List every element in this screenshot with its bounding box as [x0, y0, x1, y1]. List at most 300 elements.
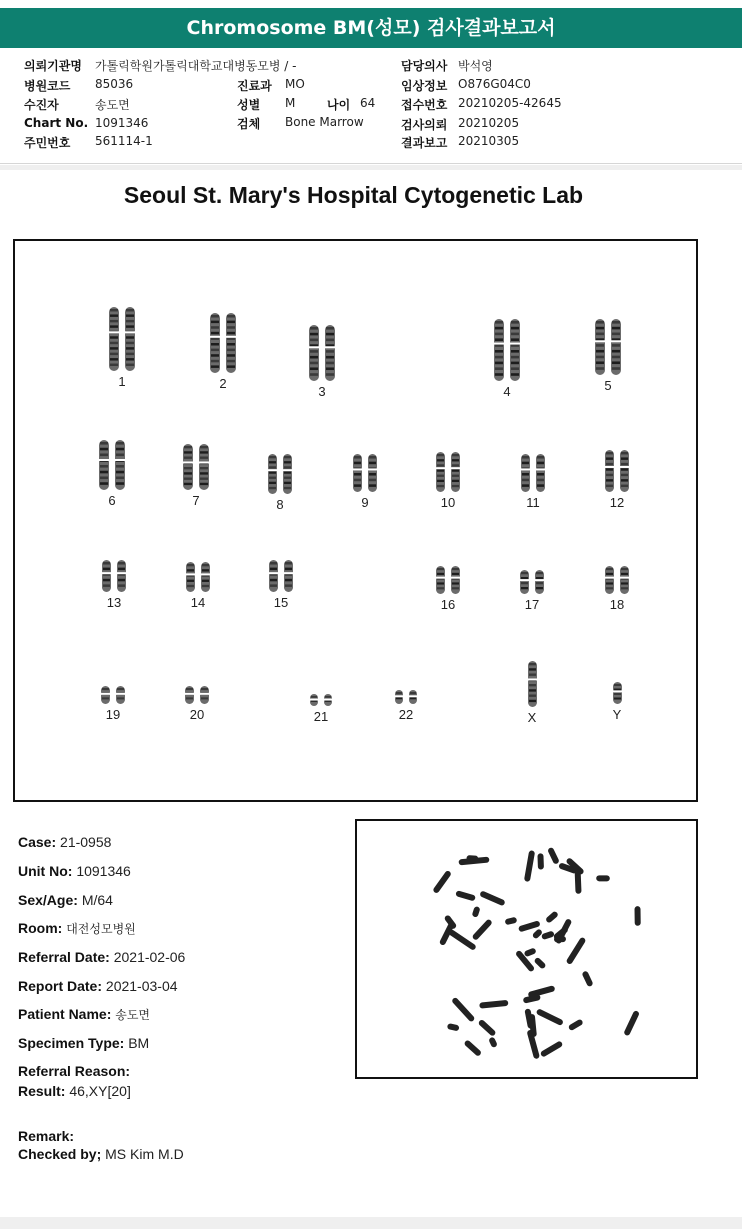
centromere [610, 340, 622, 342]
chromosome-band [606, 479, 613, 481]
chromosome-band [511, 367, 519, 370]
chromosome-band [100, 465, 108, 468]
chromosome-band [529, 689, 536, 691]
chromosome-label: 9 [361, 495, 369, 510]
chromosome-band [606, 587, 613, 589]
chromosome-band [284, 477, 291, 479]
checked-by-value: MS Kim M.D [105, 1146, 184, 1162]
chromosome-band [269, 466, 276, 468]
chromosome-band [437, 464, 444, 466]
chromosome-band [116, 448, 124, 451]
centromere [408, 695, 418, 697]
chromosome-band [326, 373, 334, 376]
chromatid [100, 686, 111, 704]
chromosome-band [126, 309, 134, 311]
chromosome-band [437, 485, 444, 487]
chromosome-band [200, 483, 208, 485]
chromosome-band [118, 568, 125, 571]
room-value: 대전성모병원 [66, 922, 136, 936]
chromatid [308, 325, 320, 381]
chromatid [450, 566, 461, 594]
chromosome-band [227, 326, 235, 329]
patient-label: 수진자 [24, 98, 59, 112]
report-title: Chromosome BM(성모) 검사결과보고서 [0, 8, 742, 48]
chromosome-band [310, 367, 318, 370]
centromere [534, 579, 545, 581]
chromosome-band [110, 325, 118, 327]
chromosome-band [369, 462, 376, 465]
chromosome-band [537, 479, 544, 482]
centromere [594, 340, 606, 342]
chromosome-band [537, 473, 544, 476]
metaphase-chromosome [466, 855, 478, 862]
chromosome-band [227, 321, 235, 324]
chromosome-label: 15 [273, 595, 289, 610]
chromosome-band [437, 459, 444, 461]
metaphase-chromosome [545, 910, 559, 923]
centromere [199, 693, 210, 695]
chromosome-band [310, 339, 318, 342]
chromosome-band [126, 353, 134, 355]
department-label: 진료과 [237, 79, 272, 93]
chromosome-band [354, 479, 361, 482]
hospital-code-value: 85036 [95, 77, 134, 91]
chromosome-pair-10 [434, 452, 462, 492]
chromatid-body [436, 566, 445, 594]
chromosome-band [200, 457, 208, 459]
chromosome-15 [251, 560, 311, 610]
chromosome-band [110, 358, 118, 360]
centromere [367, 468, 378, 470]
centromere [450, 577, 461, 579]
chromosome-band [495, 321, 503, 324]
chromosome-band [354, 473, 361, 476]
centromere [535, 468, 546, 470]
chromosome-band [118, 584, 125, 587]
chromatid [519, 570, 530, 594]
metaphase-chromosome [432, 870, 452, 894]
chromosome-band [511, 350, 519, 353]
centromere [124, 331, 136, 333]
chromosome-band [437, 573, 444, 575]
chromosome-band [452, 454, 459, 456]
chromosome-band [621, 452, 628, 454]
centromere [198, 461, 210, 463]
chromosome-band [596, 327, 604, 330]
chromosome-band [437, 475, 444, 477]
chromosome-band [522, 484, 529, 487]
chromosome-band [596, 344, 604, 347]
unit-no-row [18, 863, 131, 879]
chromosome-label: 20 [189, 707, 205, 722]
chromatid [509, 319, 521, 381]
resident-no-value: 561114-1 [95, 134, 153, 148]
chromatid [367, 454, 378, 492]
chromosome-band [116, 442, 124, 445]
metaphase-chromosome [581, 970, 593, 987]
metaphase-chromosome [541, 930, 555, 940]
centromere [185, 573, 196, 575]
metaphase-chromosome [505, 917, 518, 926]
chromatid [185, 562, 196, 592]
centromere [450, 467, 461, 469]
chromosome-band [269, 477, 276, 479]
chromosome-band [596, 321, 604, 324]
chromosome-band [511, 344, 519, 347]
chromosome-pair-12 [603, 450, 631, 492]
metaphase-chromosome [540, 1040, 564, 1057]
chromatid-body [451, 566, 460, 594]
chromosome-band [187, 564, 194, 566]
chromosome-band [621, 573, 628, 575]
chromosome-band [103, 562, 110, 565]
chromosome-band [354, 456, 361, 459]
chromatid-body [284, 560, 293, 592]
chromosome-13 [84, 560, 144, 610]
chromosome-label: 11 [526, 495, 540, 510]
chromosome-band [310, 373, 318, 376]
chromosome-band [100, 448, 108, 451]
chromosome-band [369, 479, 376, 482]
chromosome-band [100, 454, 108, 457]
chromosome-label: 19 [105, 707, 121, 722]
chromosome-label: 10 [440, 495, 456, 510]
receipt-no-label: 접수번호 [401, 98, 448, 112]
centromere [520, 468, 531, 470]
chromosome-band [452, 480, 459, 482]
metaphase-chromosome [463, 1039, 482, 1057]
metaphase-chromosome [478, 1019, 497, 1037]
chromosome-pair-13 [100, 560, 128, 592]
chromosome-pair-6 [97, 440, 127, 490]
chromatid [324, 325, 336, 381]
chromosome-4 [477, 319, 537, 399]
chromatid [200, 562, 211, 592]
chromosome-band [614, 693, 621, 695]
chromosome-band [437, 469, 444, 471]
chromosome-3 [292, 325, 352, 399]
chromosome-band [326, 333, 334, 336]
request-date-label: 검사의뢰 [401, 118, 448, 132]
chromosome-band [284, 461, 291, 463]
remark-label: Remark: [18, 1128, 75, 1144]
chromosome-band [354, 484, 361, 487]
chromosome-band [270, 562, 277, 565]
chromosome-band [126, 358, 134, 360]
centromere [209, 336, 221, 338]
chromatid-body [620, 566, 629, 594]
checked-by-row [18, 1146, 184, 1162]
room-row [18, 920, 136, 937]
centromere [114, 459, 126, 461]
sex-age-value: M/64 [81, 892, 113, 908]
chromosome-band [103, 584, 110, 587]
chromosome-band [211, 354, 219, 357]
chromosome-label: 12 [609, 495, 625, 510]
chromosome-band [437, 454, 444, 456]
chromatid [124, 307, 136, 371]
chromosome-band [437, 480, 444, 482]
chromosome-band [521, 582, 528, 584]
chromatid [493, 319, 505, 381]
chromosome-band [110, 309, 118, 311]
centromere [115, 693, 126, 695]
chromatid [184, 686, 195, 704]
doctor-label: 담당의사 [401, 59, 448, 73]
metaphase-chromosome [536, 1008, 564, 1026]
chromosome-band [522, 479, 529, 482]
chromosome-band [184, 451, 192, 453]
chromosome-band [186, 688, 193, 690]
chromosome-band [118, 579, 125, 582]
chromosome-band [396, 692, 402, 694]
metaphase-chromosome [547, 847, 560, 865]
chromosome-band [606, 468, 613, 470]
chromosome-band [522, 456, 529, 459]
chromosome-pair-9 [351, 454, 379, 492]
chromosome-band [537, 456, 544, 459]
chromosome-label: 1 [118, 374, 126, 389]
chromosome-band [325, 696, 331, 698]
chromatid [394, 690, 404, 704]
chromosome-band [110, 347, 118, 349]
chromosome-11 [503, 454, 563, 510]
chromosome-band [110, 314, 118, 316]
chromosome-band [227, 349, 235, 352]
chromosome-band [621, 463, 628, 465]
chromosome-band [452, 582, 459, 584]
chromosome-band [612, 361, 620, 364]
chromosome-band [184, 478, 192, 480]
chromosome-band [612, 344, 620, 347]
chromosome-band [621, 468, 628, 470]
chromatid [594, 319, 606, 375]
hospital-code-label: 병원코드 [24, 79, 71, 93]
metaphase-chromosome [537, 853, 544, 869]
chromosome-pair-22 [393, 690, 419, 704]
chromosome-band [621, 457, 628, 459]
chromosome-19 [83, 686, 143, 722]
chromosome-band [354, 462, 361, 465]
chromosome-16 [418, 566, 478, 612]
request-date-value: 20210205 [458, 116, 520, 130]
chromosome-band [621, 582, 628, 584]
chromosome-pair-x [524, 661, 541, 707]
chromosome-y [587, 682, 647, 722]
institution-label: 의뢰기관명 [24, 59, 82, 73]
chromosome-band [285, 579, 292, 582]
chromosome-band [202, 585, 209, 587]
chromosome-band [126, 342, 134, 344]
doctor-value: 박석영 [458, 59, 493, 73]
chromosome-label: 8 [276, 497, 284, 512]
chromosome-band [270, 584, 277, 587]
chromosome-band [269, 461, 276, 463]
resident-no-label: 주민번호 [24, 136, 71, 150]
chromosome-pair-21 [308, 694, 334, 706]
chromosome-band [495, 338, 503, 341]
chromatid [199, 686, 210, 704]
chromosome-band [103, 579, 110, 582]
chromosome-label: 16 [440, 597, 456, 612]
age-label: 나이 [327, 98, 351, 112]
chromosome-band [596, 350, 604, 353]
chromosome-band [529, 695, 536, 697]
chromosome-band [614, 684, 621, 686]
chromatid [535, 454, 546, 492]
chromatid [352, 454, 363, 492]
chromosome-band [284, 456, 291, 458]
report-date-value: 2021-03-04 [105, 978, 178, 994]
chromosome-label: 21 [313, 709, 329, 724]
sex-age-label: Sex/Age: [18, 892, 78, 908]
chromosome-band [184, 457, 192, 459]
chromosome-band [495, 367, 503, 370]
chromosome-band [202, 569, 209, 571]
chromosome-7 [166, 444, 226, 508]
chromosome-band [187, 580, 194, 582]
chromosome-band [369, 456, 376, 459]
chromosome-label: 7 [192, 493, 200, 508]
centromere [182, 461, 194, 463]
metaphase-chromosome [566, 937, 587, 966]
chromosome-band [100, 471, 108, 474]
chromosome-band [310, 350, 318, 353]
unit-no-value: 1091346 [76, 863, 131, 879]
centromere [352, 468, 363, 470]
centromere [267, 469, 278, 471]
chromosome-label: 4 [503, 384, 511, 399]
chromosome-1 [92, 307, 152, 389]
chromosome-label: X [527, 710, 537, 725]
lab-title: Seoul St. Mary's Hospital Cytogenetic Lab [123, 182, 584, 208]
chromosome-band [621, 587, 628, 589]
chromosome-band [211, 326, 219, 329]
chromosome-band [126, 325, 134, 327]
chromosome-band [612, 356, 620, 359]
patient-name-label: Patient Name: [18, 1006, 112, 1022]
patient-value: 송도면 [95, 98, 130, 112]
result-value: 46,XY[20] [69, 1083, 131, 1099]
sex-age-row [18, 892, 113, 908]
chromosome-band [495, 373, 503, 376]
chromosome-band [126, 364, 134, 366]
chromosome-band [522, 473, 529, 476]
chromosome-band [102, 697, 109, 699]
chromatid-body [269, 560, 278, 592]
chromosome-band [606, 457, 613, 459]
chromosome-pair-18 [603, 566, 631, 594]
chromosome-band [612, 367, 620, 370]
chromosome-band [200, 467, 208, 469]
chromosome-band [495, 356, 503, 359]
chromosome-band [529, 663, 536, 665]
centromere [308, 346, 320, 348]
chromosome-band [606, 452, 613, 454]
centromere [268, 572, 279, 574]
chromosome-18 [587, 566, 647, 612]
chromosome-12 [587, 450, 647, 510]
chromosome-band [396, 697, 402, 699]
specimen-type-label: Specimen Type: [18, 1035, 125, 1051]
chromosome-band [270, 579, 277, 582]
chromosome-band [211, 321, 219, 324]
chromosome-band [452, 587, 459, 589]
chromosome-band [201, 688, 208, 690]
centromere [612, 690, 623, 692]
centromere [394, 695, 404, 697]
centromere [283, 572, 294, 574]
chromosome-band [536, 582, 543, 584]
referral-date-label: Referral Date: [18, 949, 110, 965]
chromosome-band [100, 477, 108, 480]
chromosome-label: Y [612, 707, 622, 722]
chromosome-band [452, 568, 459, 570]
case-label: Case: [18, 834, 57, 850]
chromosome-10 [418, 452, 478, 510]
chromosome-band [606, 573, 613, 575]
chromosome-band [326, 327, 334, 330]
chromosome-band [211, 343, 219, 346]
chromosome-pair-4 [492, 319, 522, 381]
chromatid [108, 307, 120, 371]
chromosome-band [310, 333, 318, 336]
chromosome-band [227, 360, 235, 363]
chromosome-band [110, 336, 118, 338]
chromosome-band [269, 487, 276, 489]
chromosome-band [184, 446, 192, 448]
chromosome-label: 6 [108, 493, 116, 508]
chromatid [323, 694, 333, 706]
result-label: Result: [18, 1083, 66, 1099]
metaphase-chromosome [554, 936, 566, 942]
chromosome-band [410, 697, 416, 699]
metaphase-chromosome [448, 929, 477, 951]
chromosome-band [284, 471, 291, 473]
chromosome-band [536, 587, 543, 589]
case-value: 21-0958 [60, 834, 112, 850]
unit-no-label: Unit No: [18, 863, 73, 879]
chromosome-band [110, 364, 118, 366]
chromatid [610, 319, 622, 375]
case-row [18, 834, 111, 850]
chromosome-band [606, 463, 613, 465]
chromosome-14 [168, 562, 228, 610]
patient-name-row [18, 1006, 150, 1023]
referral-date-value: 2021-02-06 [113, 949, 186, 965]
chromatid [282, 454, 293, 494]
metaphase-chromosome [533, 957, 546, 970]
chromatid [182, 444, 194, 490]
chromosome-band [270, 568, 277, 571]
chromosome-band [606, 568, 613, 570]
patient-info-panel [0, 48, 742, 164]
remark-row [18, 1128, 74, 1144]
specimen-value: Bone Marrow [285, 115, 364, 129]
chromosome-band [596, 367, 604, 370]
karyogram [13, 239, 698, 802]
centromere [435, 577, 446, 579]
chromosome-band [184, 483, 192, 485]
chromosome-band [227, 354, 235, 357]
chromosome-21 [291, 694, 351, 724]
metaphase-chromosome [488, 1036, 498, 1048]
centromere [519, 579, 530, 581]
age-value: 64 [360, 96, 376, 110]
chromosome-label: 5 [604, 378, 612, 393]
centromere [527, 678, 538, 680]
report-date-label: Report Date: [18, 978, 103, 994]
